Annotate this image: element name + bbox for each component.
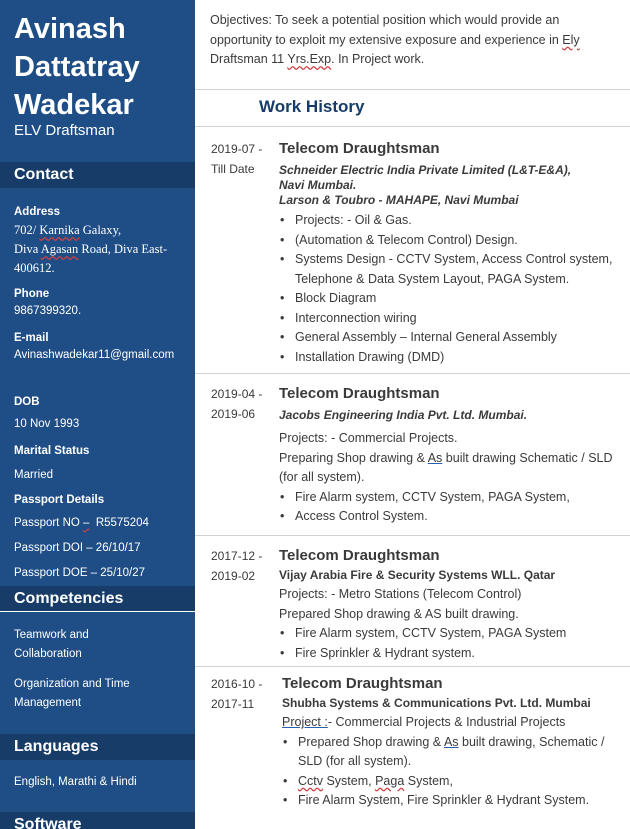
- job-bullets: [279, 624, 624, 663]
- job-paragraph: Preparing Shop drawing & As built drawing Schematic / SLD (for all system).: [279, 450, 613, 484]
- candidate-title: ELV Draftsman: [14, 122, 115, 139]
- job-dates: 2016-10 - 2017-11: [211, 677, 263, 711]
- list-item: • General Assembly – Internal General Assembly: [279, 328, 624, 348]
- company-name: Schneider Electric India Private Limited (L&T-E&A),: [279, 163, 572, 177]
- contact-heading: Contact: [0, 162, 195, 188]
- email-label: E-mail: [14, 332, 49, 344]
- job-dates: 2019-04 - 2019-06: [211, 387, 263, 421]
- passport-details-label: Passport Details: [14, 494, 105, 506]
- job-bullets: [279, 211, 624, 367]
- list-item: • Fire Alarm system, CCTV System, PAGA System: [279, 624, 624, 644]
- job-details: [279, 384, 624, 527]
- dob-value: 10 Nov 1993: [14, 418, 80, 430]
- address-value: [14, 221, 190, 278]
- job-paragraph: Projects: - Metro Stations (Telecom Control): [279, 587, 522, 601]
- spellcheck-word: Agasan: [40, 242, 79, 256]
- job-title: Telecom Draughtsman: [282, 675, 443, 692]
- competencies-heading: Competencies: [0, 586, 195, 612]
- languages-value: English, Marathi & Hindi: [14, 776, 137, 788]
- spellcheck-word: Karnika: [39, 223, 80, 237]
- job-title: Telecom Draughtsman: [279, 547, 440, 564]
- software-heading: Software: [0, 812, 195, 829]
- languages-heading: Languages: [0, 734, 195, 760]
- job-divider: [195, 666, 630, 667]
- address-line-3: 400612.: [14, 261, 55, 275]
- email-value: Avinashwadekar11@gmail.com: [14, 349, 175, 361]
- sidebar: [0, 0, 195, 829]
- job-paragraph: Projects: - Commercial Projects.: [279, 431, 458, 445]
- job-details: [279, 139, 624, 367]
- list-item: • Fire Alarm system, CCTV System, PAGA System,: [279, 488, 624, 508]
- list-item: • Projects: - Oil & Gas.: [279, 211, 624, 231]
- section-divider: [195, 89, 630, 90]
- list-item: • (Automation & Telecom Control) Design.: [279, 231, 624, 251]
- candidate-name: Avinash Dattatray Wadekar: [14, 13, 140, 121]
- job-divider: [195, 373, 630, 374]
- list-item: • Prepared Shop drawing & As built drawing, Schematic / SLD (for all system).: [282, 733, 627, 772]
- job-details: [282, 674, 627, 811]
- list-item: • Fire Alarm System, Fire Sprinkler & Hydrant System.: [282, 791, 627, 811]
- objective-text: Objectives: To seek a potential position which would provide an opportunity to exploit my extensive exposure and experience in Ely Draftsman 11 Yrs.Exp. In Project work.: [210, 13, 580, 66]
- job-bullets: [282, 733, 627, 811]
- work-history-heading: Work History: [259, 97, 365, 116]
- job-title: Telecom Draughtsman: [279, 140, 440, 157]
- list-item: • Access Control System.: [279, 507, 624, 527]
- company-name: Vijay Arabia Fire & Security Systems WLL. Qatar: [279, 568, 556, 582]
- job-details: [279, 546, 624, 663]
- phone-label: Phone: [14, 288, 50, 300]
- marital-status-label: Marital Status: [14, 445, 90, 457]
- job-dates: 2017-12 - 2019-02: [211, 549, 263, 583]
- job-paragraph: Project :- Commercial Projects & Industrial Projects: [282, 715, 566, 729]
- passport-doi: Passport DOI – 26/10/17: [14, 542, 141, 554]
- list-item: • Cctv System, Paga System,: [282, 772, 627, 792]
- list-item: • Interconnection wiring: [279, 309, 624, 329]
- passport-doe: Passport DOE – 25/10/27: [14, 567, 146, 579]
- list-item: • Installation Drawing (DMD): [279, 348, 624, 368]
- phone-value: 9867399320.: [14, 305, 82, 317]
- job-bullets: [279, 488, 624, 527]
- passport-number: Passport NO – R5575204: [14, 517, 149, 529]
- dob-label: DOB: [14, 396, 40, 408]
- job-divider: [195, 535, 630, 536]
- address-line-2: Diva Agasan Road, Diva East-: [14, 242, 168, 256]
- marital-status-value: Married: [14, 469, 53, 481]
- job-title: Telecom Draughtsman: [279, 385, 440, 402]
- address-line-1: 702/ Karnika Galaxy,: [14, 223, 122, 237]
- list-item: • Systems Design - CCTV System, Access Control system, Telephone & Data System Layout, PAGA System.: [279, 250, 624, 289]
- list-item: • Fire Sprinkler & Hydrant system.: [279, 644, 624, 664]
- company-name: Shubha Systems & Communications Pvt. Ltd. Mumbai: [282, 696, 591, 710]
- company-location: Larson & Toubro - MAHAPE, Navi Mumbai: [279, 193, 519, 207]
- competency-item: Teamwork and Collaboration: [14, 629, 89, 660]
- company-name: Jacobs Engineering India Pvt. Ltd. Mumbai.: [279, 408, 528, 422]
- company-location: Navi Mumbai.: [279, 178, 357, 192]
- list-item: • Block Diagram: [279, 289, 624, 309]
- address-label: Address: [14, 206, 61, 218]
- job-dates: 2019-07 - Till Date: [211, 142, 263, 176]
- competency-item: Organization and Time Management: [14, 678, 130, 709]
- section-divider: [195, 126, 630, 127]
- job-paragraph: Prepared Shop drawing & AS built drawing.: [279, 606, 519, 621]
